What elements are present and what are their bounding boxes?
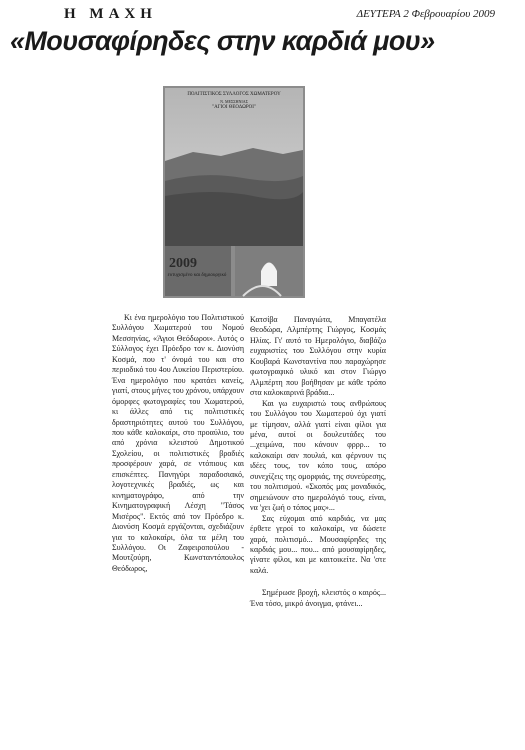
article-column-1 <box>112 313 244 574</box>
calendar-caption: ευτυχισμένο και δημιουργικό <box>167 273 227 278</box>
org-subline: Ν. ΜΕΣΣΗΝΙΑΣ <box>220 99 248 104</box>
org-line: ΠΟΛΙΤΙΣΤΙΚΟΣ ΣΥΛΛΟΓΟΣ ΧΩΜΑΤΕΡΟΥ <box>187 92 281 97</box>
calendar-cover-photo <box>163 86 305 298</box>
calendar-year: 2009 <box>169 256 197 271</box>
issue-date: ΔΕΥΤΕΡΑ 2 Φεβρουαρίου 2009 <box>356 8 495 20</box>
paragraph: Κατσίβα Παναγιώτα, Μπαγατέλα Θεοδώρα, Αλμπέρτης Γιώργος, Κοσμάς Ηλίας. Γι' αυτό το Ημερολόγιο, διαβάζω ευχαριστίες του Συλλόγου στην κυρία Κουβαρά Κωνσταντίνα που παραχώρησε φωτογραφικό υλικό και στον Γιώργο Αλμπέρτη που βοήθησαν με κάθε τρόπο στα καλοκαιρινά βράδια... <box>250 315 386 398</box>
paragraph: Κι ένα ημερολόγιο του Πολιτιστικού Συλλόγου Χωματερού του Νομού Μεσσηνίας, «Άγιοι Θεόδωροι». Αυτός ο Σύλλογος έχει Πρόεδρο τον κ. Διονύση Κοσμά, που τ' όνομά του και στο περιοδικό του 4ου Λυκείου Περιστερίου. Ένα ημερολόγιο που κρατάει κανείς, γιατί, στους μήνες του χρόνου, υπάρχουν όμορφες φωτογραφίες του Χωματερού, κι άλλες από τις πολιτιστικές δραστηριότητες αυτού του Συλλόγου, που κάθε καλοκαίρι, στο προαύλιο, του από χρόνια κλειστού Δημοτικού Σχολείου, οι πολιτιστικές βραδιές προσφέρουν χαρά, σε ντόπιους και επισκέπτες. Πανηγύρι παραδοσιακό, λογοτεχνικές βραδιές, ως και κινηματογράφο, από την Κινηματογραφική Λέσχη "Τάσος Μισέρος". Εκτός από τον Πρόεδρο κ. Διονύση Κοσμά εργάζονται, σχεδιάζουν για το καλοκαίρι, όλα τα μέλη του Συλλόγου. Οι Ζαφειροπούλου - Μουτζούρη, Κωνσταντόπουλος Θεόδωρος, <box>112 313 244 573</box>
paragraph: Και γω ευχαριστώ τους ανθρώπους του Συλλόγου του Χωματερού όχι γιατί με τίμησαν, αλλά γιατί είναι φίλοι για μένα, αυτοί οι δουλευτάδες του ...χειμώνα, που κάνουν φρρρ... το καλοκαίρι σαν πουλιά, και φέρνουν τις ιδέες τους, τον κόπο τους, απόρο συνεχίζεις της ομορφιάς, της συνεύρεσης, του πολιτισμού. «Σκοπός μας μοναδικός, σημειώνουν στο ημερολόγιό τους, είναι, να 'χει ζωή ο τόπος μας»... <box>250 398 386 513</box>
closing-paragraph: Σημέρωσε βροχή, κλειστός ο καιρός... Ένα τόσο, μικρό άνοιγμα, φτάνει... <box>250 588 386 608</box>
headline: «Μουσαφίρηδες στην καρδιά μου» <box>10 26 435 56</box>
paragraph: Σας εύχομαι από καρδιάς, να μας έρθετε γεροί το καλοκαίρι, να δώσετε χαρά, πολιτισμό... Μουσαφίρηδες της καρδιάς μου... που... από μουσαφίρηδες, γίνατε φίλοι, και με καιτοικείτε. Να 'στε καλά. <box>250 513 386 575</box>
saints-line: "ΑΓΙΟΙ ΘΕΟΔΩΡΟΙ" <box>212 105 256 110</box>
newspaper-name: Η ΜΑΧΗ <box>64 6 157 22</box>
article-column-2 <box>250 315 386 609</box>
